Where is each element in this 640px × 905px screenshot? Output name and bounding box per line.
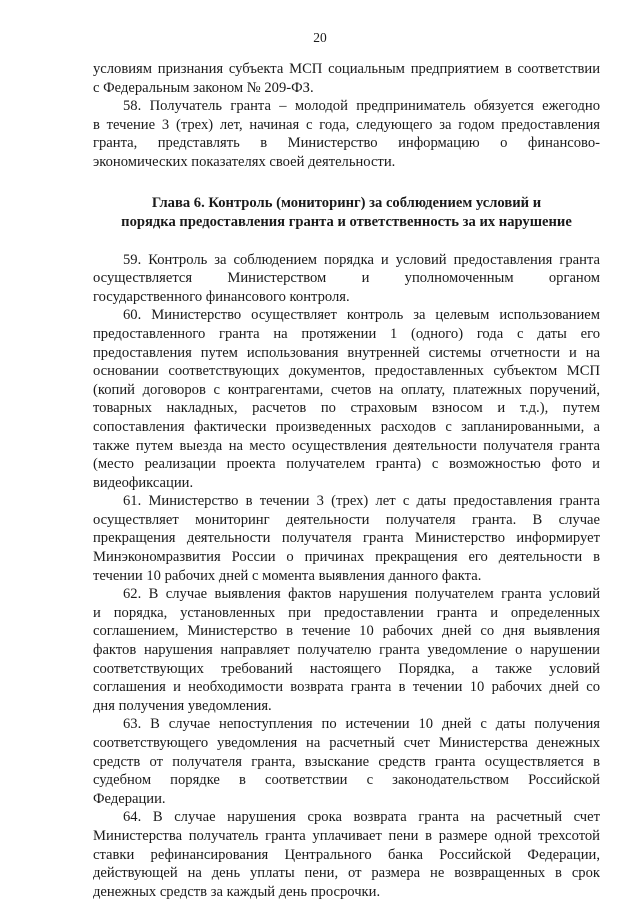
text-line: дня получения уведомления. [93, 697, 272, 714]
text-line: 61. Министерство в течении 3 (трех) лет с даты предоставления гранта [123, 493, 600, 510]
text-line: течении 10 рабочих дней с момента выявления данного факта. [93, 567, 482, 584]
text-line: 58. Получатель гранта – молодой предприниматель обязуется ежегодно [123, 98, 600, 115]
page-number: 20 [313, 30, 327, 45]
text-line: Минэкономразвития России о причинах прекращения его деятельности в [93, 549, 600, 566]
text-line: в течение 3 (трех) лет, начиная с года, следующего за годом предоставления [93, 116, 600, 133]
paragraph-p64 [93, 808, 600, 901]
text-line: 63. В случае непоступления по истечении 10 дней с даты получения [123, 716, 600, 733]
text-line: ставки рефинансирования Центрального банка Российской Федерации, [93, 846, 600, 863]
chapter-heading [93, 194, 600, 232]
text-line: действующей на день уплаты пени, от размера не возвращенных в срок [93, 865, 600, 882]
top-paragraphs [93, 60, 600, 172]
text-line: также путем выезда на место осуществления деятельности получателя гранта [93, 437, 600, 454]
text-line: денежных средств за каждый день просрочки. [93, 883, 381, 900]
text-line: основании соответствующих документов, предоставленных субъектом МСП [93, 363, 600, 380]
text-line: судебном порядке в соответствии с законодательством Российской [93, 772, 600, 789]
text-line: предоставления путем использования внутренней системы отчетности и на [93, 344, 600, 361]
text-line: Министерства получатель гранта уплачивает пени в размере одной трехсотой [93, 827, 600, 844]
document-body [93, 60, 600, 901]
text-line: с Федеральным законом № 209-ФЗ. [93, 79, 314, 96]
heading-line: порядка предоставления гранта и ответственность за их нарушение [121, 213, 572, 230]
paragraph-p58 [93, 97, 600, 171]
text-line: соглашения и необходимости возврата гранта в течении 10 рабочих дней со [93, 679, 600, 696]
text-line: и порядка, установленных при предоставлении гранта и определенных [93, 604, 600, 621]
paragraph-p59 [93, 251, 600, 307]
text-line: соответствующего уведомления на расчетный счет Министерства денежных [93, 735, 600, 751]
paragraph-p61 [93, 492, 600, 585]
text-line: государственного финансового контроля. [93, 288, 350, 305]
text-line: 60. Министерство осуществляет контроль за целевым использованием [123, 307, 600, 324]
text-line: осуществляется Министерством и уполномоченным органом [93, 270, 600, 287]
text-line: видеофиксации. [93, 474, 194, 491]
text-line: 62. В случае выявления фактов нарушения получателем гранта условий [123, 586, 600, 603]
text-line: средств от получателя гранта, взыскание средств гранта осуществляется в [93, 753, 600, 770]
paragraph-p62 [93, 585, 600, 715]
text-line: гранта, представлять в Министерство информацию о финансово- [93, 135, 600, 152]
paragraph-p-cont [93, 60, 600, 97]
bottom-paragraphs [93, 251, 600, 902]
text-line: предоставленного гранта на протяжении 1 (одного) года с даты его [93, 325, 600, 342]
heading-line: Глава 6. Контроль (мониторинг) за соблюдением условий и [151, 194, 542, 211]
text-line: фактов нарушения направляет получателю гранта уведомление о нарушении [93, 642, 600, 659]
text-line: (место реализации проекта получателем гранта) с возможностью фото и [93, 456, 600, 473]
paragraph-p63 [93, 715, 600, 808]
text-line: 64. В случае нарушения срока возврата гранта на расчетный счет [123, 809, 600, 826]
text-line: условиям признания субъекта МСП социальным предприятием в соответствии [93, 61, 600, 77]
text-line: (копий договоров с контрагентами, счетов на оплату, платежных поручений, [93, 381, 600, 398]
text-line: соответствующих требований настоящего Порядка, а также условий [93, 660, 600, 677]
text-line: соглашением, Министерство в течение 10 рабочих дней со дня выявления [93, 623, 600, 640]
text-line: товарных накладных, расчетов по страховым взносом и т.д.), путем [93, 400, 600, 417]
text-line: сопоставления фактически произведенных расходов с запланированными, а [93, 418, 600, 435]
paragraph-p60 [93, 306, 600, 492]
text-line: 59. Контроль за соблюдением порядка и условий предоставления гранта [123, 251, 600, 268]
text-line: прекращения деятельности получателя гранта Министерство информирует [93, 530, 600, 547]
text-line: Федерации. [93, 790, 166, 807]
text-line: осуществляет мониторинг деятельности получателя гранта. В случае [93, 511, 600, 528]
text-line: экономических показателях своей деятельности. [93, 153, 396, 170]
